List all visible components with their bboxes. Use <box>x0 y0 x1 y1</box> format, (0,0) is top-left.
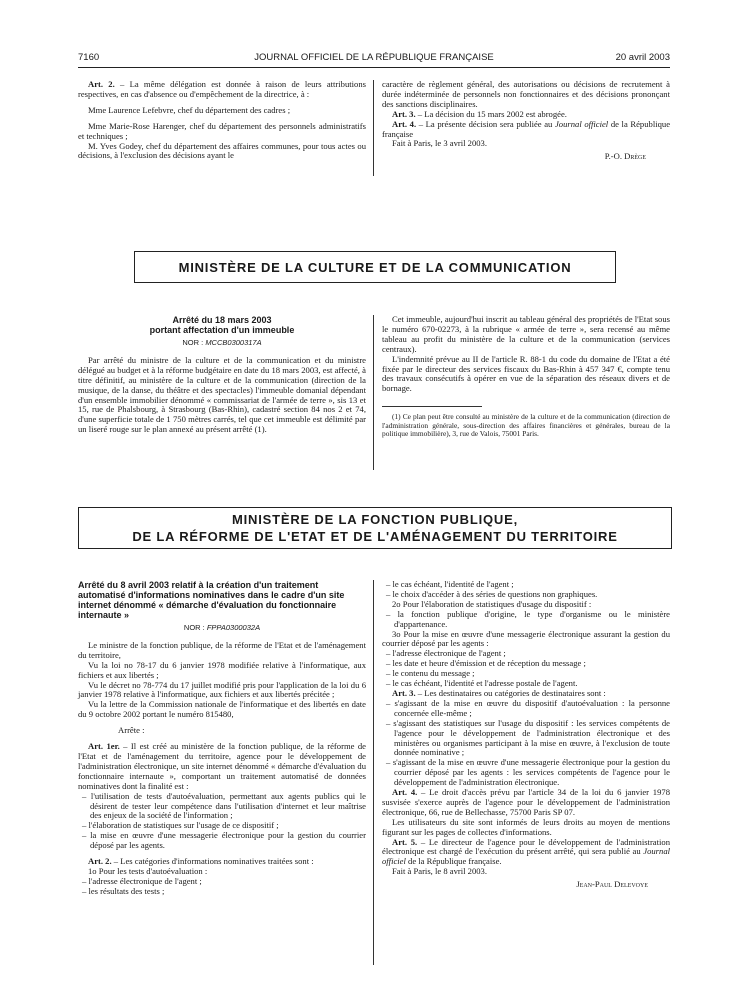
list-item: – le cas échéant, l'identité de l'agent ; <box>386 579 514 589</box>
paragraph: 2o Pour l'élaboration de statistiques d'usage du dispositif : <box>392 598 592 609</box>
issue-date: 20 avril 2003 <box>615 52 670 63</box>
article-label: Art. 2. <box>88 79 115 89</box>
nor-reference: NOR : FPPA0300032A <box>183 623 261 632</box>
list-item: – l'utilisation de tests d'autoévaluation, permettant aux agents publics qui le désirent de tester leur compétence dans l'utilisation d'internet et leur maîtrise des enjeux de la société de l'information ; <box>82 790 366 821</box>
top-right-column <box>382 80 670 162</box>
ministry-title-line2: DE LA RÉFORME DE L'ETAT ET DE L'AMÉNAGEMENT DU TERRITOIRE <box>132 529 618 544</box>
signature: Jean-Paul Delevoye <box>576 879 648 890</box>
list-item: – l'élaboration de statistiques sur l'usage de ce dispositif ; <box>82 820 279 831</box>
footnote: (1) Ce plan peut être consulté au ministère de la culture et de la communication (direction de l'administration générale, sous-direction des affaires financières et générales, bureau de la politique immobilière), 3, rue de Valois, 75001 Paris. <box>382 412 670 439</box>
arrete-title: Arrêté du 8 avril 2003 relatif à la création d'un traitement automatisé d'informations nominatives dans le cadre d'un site internet dénommé « démarche d'évaluation du fonctionnaire internaute » <box>78 580 345 620</box>
page-number: 7160 <box>78 52 100 63</box>
paragraph: Art. 4. – La présente décision sera publiée au Journal officiel de la République française <box>382 118 671 139</box>
paragraph: Vu la lettre de la Commission nationale de l'informatique et des libertés en date du 9 octobre 2002 portant le numéro 815480, <box>78 699 366 720</box>
list-item: – le contenu du message ; <box>386 668 475 679</box>
list-item: – le choix d'accéder à des séries de questions non graphiques. <box>386 588 598 599</box>
ministry-title-line1: MINISTÈRE DE LA FONCTION PUBLIQUE, <box>232 512 518 527</box>
list-item: – le cas échéant, l'identité et l'adresse postale de l'agent. <box>386 678 578 689</box>
journal-title: JOURNAL OFFICIEL DE LA RÉPUBLIQUE FRANÇAISE <box>254 52 494 63</box>
list <box>382 699 670 788</box>
paragraph: Art. 3. – La décision du 15 mars 2002 est abrogée. <box>392 108 567 119</box>
arrete-title: Arrêté du 18 mars 2003 <box>172 315 272 325</box>
footnote-rule <box>382 406 482 407</box>
page-header <box>78 52 670 66</box>
paragraph: L'indemnité prévue au II de l'article R. 88-1 du code du domaine de l'Etat a été fixée par le directeur des services fiscaux du Bas-Rhin à 457 347 €, compte tenu des travaux consécutifs à opérer en vue de la séparation des réseaux divers et de bornage. <box>382 353 670 394</box>
bottom-left-column <box>78 580 366 897</box>
arrete-subtitle: portant affectation d'un immeuble <box>149 325 295 335</box>
list-item: – l'adresse électronique de l'agent ; <box>82 875 202 886</box>
paragraph: Art. 3. – Les destinataires ou catégories de destinataires sont : <box>392 687 606 698</box>
paragraph: Art. 1er. – Il est créé au ministère de la fonction publique, de la réforme de l'Etat et de l'aménagement du territoire, agence pour le développement de l'administration électronique, un site internet dénommé « démarche d'évaluation du fonctionnaire internaute », comportant un traitement automatisé de données nominatives dont la finalité est : <box>78 741 366 791</box>
paragraph: Mme Laurence Lefebvre, chef du département des cadres ; <box>88 104 291 115</box>
column-divider <box>373 580 374 965</box>
paragraph: Mme Marie-Rose Harenger, chef du département des personnels administratifs et techniques ; <box>78 120 366 141</box>
list <box>382 580 670 600</box>
list-item: – les date et heure d'émission et de réception du message ; <box>386 658 586 669</box>
list <box>78 877 366 897</box>
list-item: – la mise en œuvre d'une messagerie électronique pour la gestion du courrier déposé par les agents. <box>82 830 366 851</box>
ministry-heading-box <box>134 251 616 283</box>
list <box>78 792 366 851</box>
paragraph: Vu la loi no 78-17 du 6 janvier 1978 modifiée relative à l'informatique, aux fichiers et aux libertés ; <box>78 659 366 680</box>
column-divider <box>373 315 374 470</box>
paragraph: Par arrêté du ministre de la culture et de la communication et du ministre délégué au budget et à la réforme budgétaire en date du 18 mars 2003, est affecté, à titre définitif, au ministère de la culture et de la communication (direction de la musique, de la danse, du théâtre et des spectacles) l'immeuble domanial dépendant d'un ensemble immobilier dénommé « commissariat de l'armée de terre », sis 13 et 15, rue de Phalsbourg, à Strasbourg (Bas-Rhin), cadastré section 84 nos 2 et 74, d'une superficie totale de 1 750 mètres carrés, tel que cet immeuble est délimité par un liseré rouge sur le plan annexé au présent arrêté (1). <box>78 354 366 435</box>
list-item: – la fonction publique d'origine, le type d'organisme ou le ministère d'appartenance. <box>386 608 670 629</box>
paragraph: M. Yves Godey, chef du département des affaires communes, pour tous actes ou décisions, à l'exclusion des décisions ayant le <box>78 140 366 161</box>
paragraph: 3o Pour la mise en œuvre d'une messagerie électronique assurant la gestion du courrier déposé par les agents : <box>382 628 670 649</box>
paragraph: Les utilisateurs du site sont informés de leurs droits au moyen de mentions figurant sur les pages de collectes d'informations. <box>382 816 670 837</box>
middle-right-column <box>382 315 670 439</box>
paragraph: 1o Pour les tests d'autoévaluation : <box>88 865 208 876</box>
top-left-column <box>78 80 366 161</box>
paragraph: Fait à Paris, le 3 avril 2003. <box>392 138 487 149</box>
list-item: – les résultats des tests ; <box>82 885 165 896</box>
paragraph: Fait à Paris, le 8 avril 2003. <box>392 866 487 877</box>
middle-left-column <box>78 315 366 435</box>
paragraph: Art. 2. – Les catégories d'informations nominatives traitées sont : <box>88 856 314 867</box>
ministry-heading-box <box>78 507 672 549</box>
list-item: – l'adresse électronique de l'agent ; <box>386 648 506 659</box>
paragraph: Le ministre de la fonction publique, de la réforme de l'Etat et de l'aménagement du territoire, <box>78 639 366 660</box>
ministry-title: MINISTÈRE DE LA CULTURE ET DE LA COMMUNICATION <box>178 259 572 275</box>
list <box>382 649 670 689</box>
signature: P.-O. Drège <box>604 151 646 162</box>
paragraph: Cet immeuble, aujourd'hui inscrit au tableau général des propriétés de l'Etat sous le numéro 670-02273, à la rubrique « armée de terre », sera recensé au même tableau au profit du ministère de la culture et de la communication (services centraux). <box>382 314 670 354</box>
list-item: – s'agissant de la mise en œuvre du dispositif d'autoévaluation : la personne concernée elle-même ; <box>386 697 670 718</box>
paragraph: Art. 4. – Le droit d'accès prévu par l'article 34 de la loi du 6 janvier 1978 susvisée s'exerce auprès de l'agence pour le développement de l'administration électronique, 66, rue de Bellechasse, 75700 Paris SP 07. <box>382 787 670 817</box>
nor-reference: NOR : MCCB0300317A <box>182 338 262 347</box>
paragraph: Art. 2. – La même délégation est donnée à raison de leurs attributions respectives, en cas d'absence ou d'empêchement de la directrice, à : <box>78 79 366 99</box>
list-item: – s'agissant de la mise en œuvre d'une messagerie électronique pour la gestion du courrier déposé par les agents : les services compétents de l'agence pour le développement de l'administration électronique. <box>386 757 670 788</box>
column-divider <box>373 80 374 176</box>
paragraph: Vu le décret no 78-774 du 17 juillet modifié pris pour l'application de la loi du 6 janvier 1978 relative à l'informatique, aux fichiers et aux libertés précitée ; <box>78 679 366 700</box>
arrete-word: Arrête : <box>118 725 145 736</box>
header-rule <box>78 67 670 68</box>
list <box>382 610 670 630</box>
paragraph: caractère de règlement général, des autorisations ou décisions de recrutement à durée indéterminée de personnels non fonctionnaires et des décisions prononçant des sanctions disciplinaires. <box>382 79 670 109</box>
list-item: – s'agissant des statistiques sur l'usage du dispositif : les services compétents de l'agence pour le développement de l'administration électronique et des ministères ou organismes participant à la mise en œuvre, à l'exclusion de toute donnée nominative ; <box>386 717 670 758</box>
paragraph: Art. 5. – Le directeur de l'agence pour le développement de l'administration électronique est chargé de l'exécution du présent arrêté, qui sera publié au Journal officiel de la République française. <box>382 836 670 867</box>
bottom-right-column <box>382 580 670 890</box>
